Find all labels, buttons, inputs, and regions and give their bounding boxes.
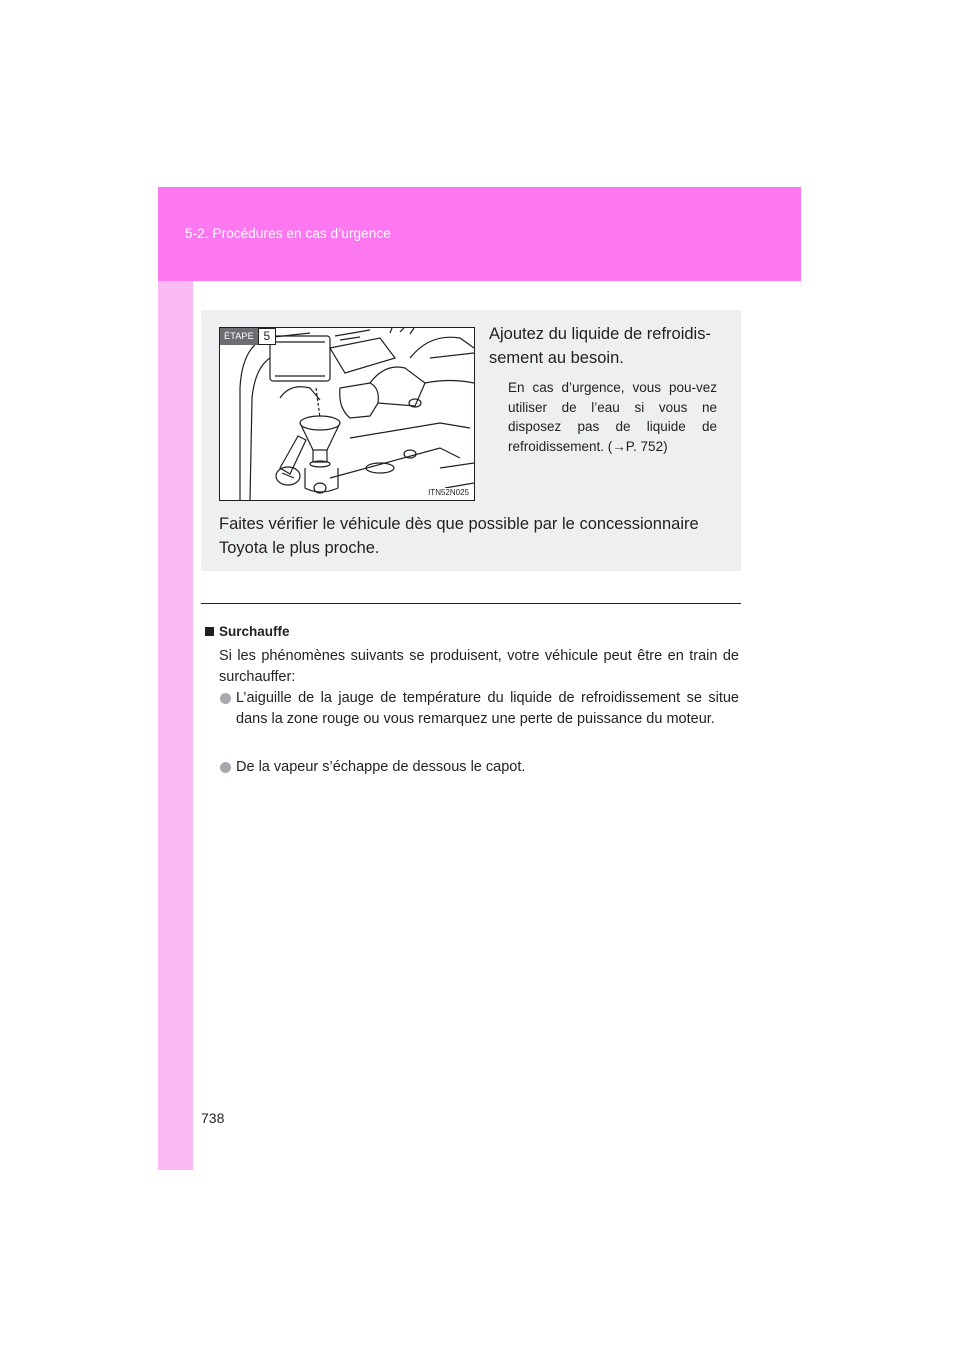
step-note: En cas d’urgence, vous pou-vez utiliser de l’eau si vous ne disposez pas de liquide de refroidissement. (→P. 752) (508, 380, 717, 454)
section-title: Surchauffe (219, 624, 290, 639)
square-bullet-icon (205, 627, 214, 636)
section-intro: Si les phénomènes suivants se produisent, votre véhicule peut être en train de surchauffer: (219, 648, 739, 685)
step-badge-number: 5 (258, 328, 276, 345)
bullet-dot-icon (220, 762, 231, 773)
list-item-text: L’aiguille de la jauge de température du liquide de refroidissement se situe dans la zone rouge ou vous remarquez une perte de puissance du moteur. (236, 690, 739, 727)
section-divider (201, 603, 741, 604)
illustration-code: ITN52N025 (428, 488, 469, 497)
step-title: Ajoutez du liquide de refroidis-sement au besoin. (489, 325, 711, 367)
coolant-illustration (219, 327, 475, 501)
list-item (219, 688, 739, 730)
page-number: 738 (201, 1110, 225, 1126)
list-item-text: De la vapeur s’échappe de dessous le capot. (236, 759, 526, 775)
bullet-dot-icon (220, 693, 231, 704)
engine-bay-drawing (220, 328, 474, 500)
section-header: 5-2. Procédures en cas d’urgence (185, 226, 391, 241)
step-badge-label: ÉTAPE (220, 328, 258, 345)
side-margin-strip (158, 187, 193, 1170)
step-badge (220, 328, 276, 345)
list-item (219, 757, 739, 778)
section-heading (205, 624, 290, 639)
step-footer: Faites vérifier le véhicule dès que possible par le concessionnaire Toyota le plus proche. (219, 515, 699, 557)
